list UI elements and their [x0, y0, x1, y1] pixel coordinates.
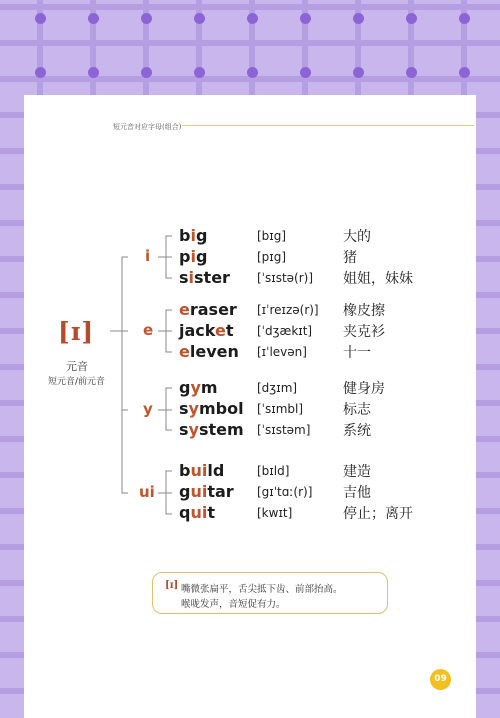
word-sister: sister — [179, 268, 230, 287]
word-jacket: jacket — [179, 321, 234, 340]
phonetic-quit: [kwɪt] — [257, 506, 293, 520]
meaning-eleven: 十一 — [343, 345, 371, 361]
meaning-pig: 猪 — [343, 250, 357, 266]
word-guitar: guitar — [179, 482, 234, 501]
meaning-build: 建造 — [343, 464, 371, 480]
word-pig: pig — [179, 247, 208, 266]
symbol-name: 元音 — [66, 360, 88, 373]
pronunciation-note — [152, 572, 388, 614]
word-system: system — [179, 420, 244, 439]
group-letter-e: e — [143, 321, 154, 339]
meaning-big: 大的 — [343, 229, 371, 245]
meaning-quit: 停止；离开 — [343, 506, 413, 522]
word-eraser: eraser — [179, 300, 237, 319]
meaning-jacket: 夹克衫 — [343, 324, 385, 340]
background-dot-grid — [0, 0, 500, 95]
phonetic-gym: [dʒɪm] — [257, 381, 298, 395]
symbol-category: 短元音/前元音 — [48, 377, 106, 387]
word-eleven: eleven — [179, 342, 239, 361]
meaning-system: 系统 — [343, 423, 371, 439]
word-symbol: symbol — [179, 399, 244, 418]
group-letter-y: y — [143, 400, 153, 418]
phonetic-jacket: [ˈdʒækɪt] — [257, 324, 313, 338]
phonetic-eraser: [ɪˈreɪzə(r)] — [257, 303, 319, 317]
note-line-2: 喉咙发声，音短促有力。 — [181, 599, 286, 610]
word-build: build — [179, 461, 225, 480]
note-phonetic: [ɪ] — [165, 580, 179, 591]
meaning-guitar: 吉他 — [343, 485, 371, 501]
group-letter-i: i — [145, 247, 151, 265]
phonetic-guitar: [gɪˈtɑː(r)] — [257, 485, 313, 499]
word-big: big — [179, 226, 208, 245]
word-quit: quit — [179, 503, 215, 522]
tree-connectors — [24, 95, 476, 718]
meaning-symbol: 标志 — [343, 402, 371, 418]
meaning-gym: 健身房 — [343, 381, 385, 397]
phonetic-eleven: [ɪˈlevən] — [257, 345, 307, 359]
section-subtitle: 短元音对应字母(组合) — [113, 123, 182, 131]
phonetic-big: [bɪg] — [257, 229, 287, 243]
note-line-1: 嘴微张扁平，舌尖抵下齿、前部抬高。 — [181, 584, 343, 595]
word-gym: gym — [179, 378, 218, 397]
phonetic-system: [ˈsɪstəm] — [257, 423, 311, 437]
page-number-badge: 09 — [430, 669, 451, 690]
phonetic-pig: [pɪg] — [257, 250, 287, 264]
meaning-eraser: 橡皮擦 — [343, 303, 385, 319]
phonetic-sister: [ˈsɪstə(r)] — [257, 271, 314, 285]
phonetic-build: [bɪld] — [257, 464, 290, 478]
meaning-sister: 姐姐，妹妹 — [343, 271, 413, 287]
page-sheet — [24, 95, 476, 718]
group-letter-ui: ui — [139, 483, 155, 501]
phonetic-symbol: [ɪ] — [58, 317, 95, 346]
phonetic-symbol-word: [ˈsɪmbl] — [257, 402, 304, 416]
